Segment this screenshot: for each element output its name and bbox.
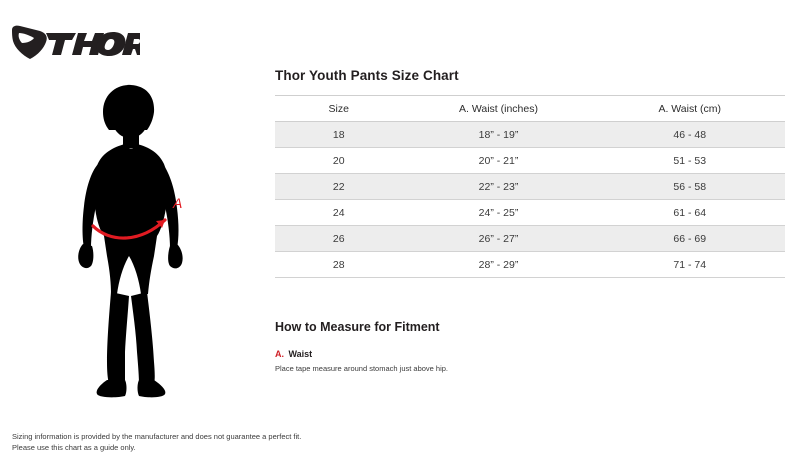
cell-waist-inches: 18” - 19” <box>403 122 594 148</box>
waist-marker-label: A <box>173 195 183 211</box>
youth-body-figure <box>55 80 235 400</box>
cell-size: 28 <box>275 252 403 278</box>
cell-size: 24 <box>275 200 403 226</box>
page-title: Thor Youth Pants Size Chart <box>275 68 459 83</box>
table-header-row <box>275 96 785 122</box>
cell-waist-inches: 22” - 23” <box>403 174 594 200</box>
size-chart-body <box>275 122 785 278</box>
thor-logo-mark <box>10 24 140 62</box>
disclaimer-line-2: Please use this chart as a guide only. <box>12 442 136 452</box>
measure-key: A. <box>275 349 284 359</box>
cell-waist-inches: 28” - 29” <box>403 252 594 278</box>
cell-size: 20 <box>275 148 403 174</box>
fitment-section <box>275 320 785 377</box>
cell-size: 26 <box>275 226 403 252</box>
cell-waist-cm: 51 - 53 <box>594 148 785 174</box>
cell-waist-cm: 56 - 58 <box>594 174 785 200</box>
cell-waist-cm: 61 - 64 <box>594 200 785 226</box>
table-row <box>275 148 785 174</box>
table-row <box>275 226 785 252</box>
table-row <box>275 252 785 278</box>
measure-description: Place tape measure around stomach just above hip. <box>275 364 449 373</box>
table-row <box>275 174 785 200</box>
size-chart-table <box>275 95 785 278</box>
table-row <box>275 200 785 226</box>
cell-size: 22 <box>275 174 403 200</box>
disclaimer-line-1: Sizing information is provided by the manufacturer and does not guarantee a perfect fit. <box>12 432 302 441</box>
measure-item-waist <box>275 344 785 375</box>
column-header-size: Size <box>275 96 403 122</box>
cell-waist-cm: 46 - 48 <box>594 122 785 148</box>
disclaimer <box>12 432 312 454</box>
cell-size: 18 <box>275 122 403 148</box>
fitment-title: How to Measure for Fitment <box>275 320 440 334</box>
cell-waist-cm: 71 - 74 <box>594 252 785 278</box>
cell-waist-inches: 24” - 25” <box>403 200 594 226</box>
cell-waist-inches: 20” - 21” <box>403 148 594 174</box>
column-header-waist-inches: A. Waist (inches) <box>403 96 594 122</box>
column-header-waist-cm: A. Waist (cm) <box>594 96 785 122</box>
thor-logo <box>10 24 140 62</box>
cell-waist-cm: 66 - 69 <box>594 226 785 252</box>
measure-name: Waist <box>288 349 313 359</box>
body-silhouette <box>55 80 235 400</box>
table-row <box>275 122 785 148</box>
size-chart-section <box>275 68 785 278</box>
cell-waist-inches: 26” - 27” <box>403 226 594 252</box>
